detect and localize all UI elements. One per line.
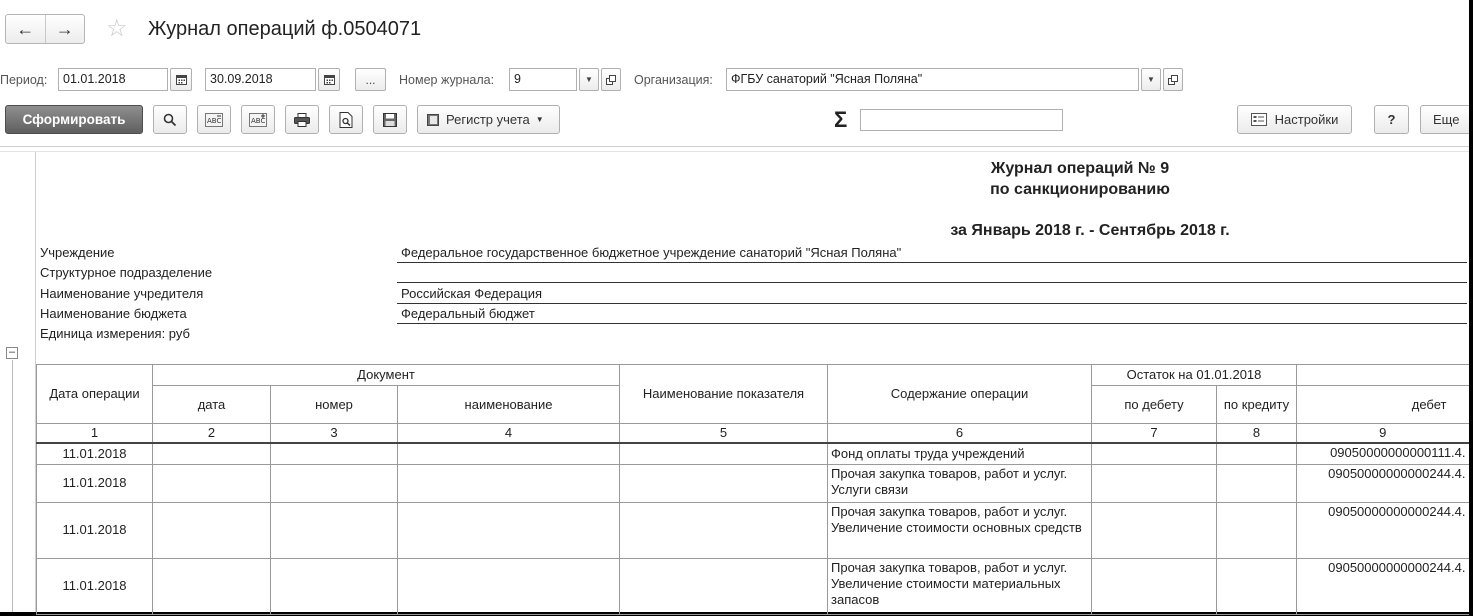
abc-expand-icon	[249, 113, 267, 127]
abc-collapse-icon	[205, 113, 223, 127]
print-button[interactable]	[285, 105, 319, 134]
svg-text:ABC: ABC	[207, 116, 222, 125]
table-row[interactable]	[37, 502, 1469, 558]
col-number: 8	[1217, 424, 1297, 444]
row-content: Фонд оплаты труда учреждений	[828, 443, 1092, 464]
group-bracket-line	[12, 360, 13, 612]
row-doc-number	[271, 502, 398, 558]
row-balance-credit	[1217, 558, 1297, 614]
table-row[interactable]	[37, 464, 1469, 502]
col-number: 2	[153, 424, 271, 444]
more-button[interactable]: Еще	[1420, 105, 1469, 134]
col-header-document: Документ	[153, 365, 620, 386]
forward-button[interactable]	[45, 15, 85, 43]
date-from-input[interactable]: 01.01.2018	[58, 68, 168, 91]
row-balance-debit	[1092, 464, 1217, 502]
institution-underline	[397, 262, 1467, 263]
print-preview-icon	[339, 112, 353, 128]
row-indicator	[620, 443, 828, 464]
settings-label: Настройки	[1274, 112, 1339, 127]
row-balance-debit	[1092, 558, 1217, 614]
svg-text:ABC: ABC	[251, 116, 266, 125]
open-window-icon	[1168, 75, 1178, 85]
chevron-down-icon: ▼	[585, 75, 593, 84]
journal-dropdown-button[interactable]	[579, 68, 599, 91]
col-number: 7	[1092, 424, 1217, 444]
journal-number-input[interactable]: 9	[509, 68, 577, 91]
col-number: 6	[828, 424, 1092, 444]
window-frame-right	[1469, 0, 1473, 616]
row-doc-name	[398, 443, 620, 464]
calendar-icon	[324, 74, 335, 85]
register-menu-label: Регистр учета	[446, 112, 530, 127]
col-header-date-op: Дата операции	[37, 365, 153, 424]
col-header-doc-number: номер	[271, 386, 398, 424]
back-button[interactable]	[6, 15, 45, 43]
report-top-border	[0, 151, 1469, 152]
chevron-down-icon: ▼	[535, 115, 544, 124]
row-debit: 09050000000000244.4.	[1297, 502, 1469, 558]
col-header-doc-name: наименование	[398, 386, 620, 424]
toolbar-divider	[0, 146, 1469, 147]
journal-open-button[interactable]	[601, 68, 621, 91]
search-button[interactable]	[153, 105, 187, 134]
division-label: Структурное подразделение	[40, 265, 213, 280]
row-date: 11.01.2018	[37, 502, 153, 558]
row-content: Прочая закупка товаров, работ и услуг. Увеличение стоимости материальных запасов	[828, 558, 1092, 614]
row-debit: 09050000000000244.4.	[1297, 558, 1469, 614]
navigation-group	[5, 14, 85, 44]
expand-groups-button[interactable]	[241, 105, 275, 134]
open-window-icon	[606, 75, 616, 85]
printer-icon	[294, 113, 310, 127]
budget-underline	[397, 323, 1467, 324]
row-doc-name	[398, 464, 620, 502]
row-doc-date	[153, 464, 271, 502]
division-underline	[397, 282, 1467, 283]
row-date: 11.01.2018	[37, 558, 153, 614]
row-debit: 09050000000000111.4.	[1297, 443, 1469, 464]
favorite-star-icon[interactable]: ☆	[106, 15, 128, 42]
row-indicator	[620, 502, 828, 558]
row-content: Прочая закупка товаров, работ и услуг. Увеличение стоимости основных средств	[828, 502, 1092, 558]
organization-input[interactable]: ФГБУ санаторий "Ясная Поляна"	[726, 68, 1139, 91]
unit-label: Единица измерения: руб	[40, 326, 190, 341]
generate-report-button[interactable]: Сформировать	[5, 105, 143, 134]
collapse-group-icon[interactable]: –	[6, 347, 18, 359]
date-to-input[interactable]: 30.09.2018	[205, 68, 316, 91]
institution-value: Федеральное государственное бюджетное учреждение санаторий "Ясная Поляна"	[401, 245, 902, 260]
journal-number-label: Номер журнала:	[399, 73, 495, 87]
col-header-doc-date: дата	[153, 386, 271, 424]
period-label: Период:	[0, 73, 48, 87]
organization-dropdown-button[interactable]	[1141, 68, 1161, 91]
founder-underline	[397, 303, 1467, 304]
organization-open-button[interactable]	[1163, 68, 1183, 91]
row-balance-debit	[1092, 502, 1217, 558]
col-header-balance: Остаток на 01.01.2018	[1092, 365, 1297, 386]
budget-label: Наименование бюджета	[40, 306, 187, 321]
row-indicator	[620, 558, 828, 614]
col-number: 4	[398, 424, 620, 444]
row-balance-credit	[1217, 464, 1297, 502]
row-date: 11.01.2018	[37, 464, 153, 502]
table-row[interactable]	[37, 558, 1469, 614]
row-doc-number	[271, 464, 398, 502]
row-balance-credit	[1217, 502, 1297, 558]
arrow-left-icon: ←	[16, 18, 35, 39]
report-period: за Январь 2018 г. - Сентябрь 2018 г.	[950, 222, 1230, 239]
row-doc-name	[398, 558, 620, 614]
arrow-right-icon: →	[55, 18, 74, 39]
col-number: 1	[37, 424, 153, 444]
col-header-by-debit: по дебету	[1092, 386, 1217, 424]
row-doc-date	[153, 443, 271, 464]
page-title: Журнал операций ф.0504071	[148, 18, 422, 40]
row-date: 11.01.2018	[37, 443, 153, 464]
row-indicator	[620, 464, 828, 502]
period-select-button[interactable]: ...	[355, 68, 386, 91]
founder-value: Российская Федерация	[401, 286, 543, 301]
operations-table	[36, 364, 1469, 615]
row-content: Прочая закупка товаров, работ и услуг. Услуги связи	[828, 464, 1092, 502]
col-header-indicator: Наименование показателя	[620, 365, 828, 424]
settings-button[interactable]	[1237, 105, 1352, 134]
chevron-down-icon: ▼	[1147, 75, 1155, 84]
table-header-row	[37, 365, 1469, 386]
row-balance-credit	[1217, 443, 1297, 464]
col-header-content: Содержание операции	[828, 365, 1092, 424]
calendar-from-button[interactable]	[170, 68, 192, 91]
sum-field[interactable]	[860, 109, 1063, 131]
column-numbers-row	[37, 424, 1469, 444]
save-button[interactable]	[373, 105, 407, 134]
floppy-disk-icon	[383, 113, 397, 127]
preview-button[interactable]	[329, 105, 363, 134]
col-number: 9	[1297, 424, 1469, 444]
search-icon	[163, 113, 177, 127]
calendar-to-button[interactable]	[318, 68, 340, 91]
row-debit: 09050000000000244.4.	[1297, 464, 1469, 502]
row-balance-debit	[1092, 443, 1217, 464]
collapse-groups-button[interactable]	[197, 105, 231, 134]
founder-label: Наименование учредителя	[40, 286, 204, 301]
form-header	[0, 0, 1469, 58]
row-doc-name	[398, 502, 620, 558]
organization-label: Организация:	[634, 73, 713, 87]
row-doc-date	[153, 558, 271, 614]
col-header-turnover	[1297, 365, 1469, 386]
budget-value: Федеральный бюджет	[401, 306, 535, 321]
register-menu-button[interactable]	[417, 105, 560, 134]
row-doc-date	[153, 502, 271, 558]
col-header-by-credit: по кредиту	[1217, 386, 1297, 424]
col-number: 3	[271, 424, 398, 444]
calendar-icon	[176, 74, 187, 85]
col-number: 5	[620, 424, 828, 444]
institution-label: Учреждение	[40, 245, 115, 260]
help-button[interactable]: ?	[1374, 105, 1409, 134]
col-header-debit: дебет	[1297, 386, 1469, 424]
settings-list-icon	[1251, 113, 1267, 126]
report-title: Журнал операций № 9	[990, 160, 1170, 177]
register-book-icon	[426, 113, 440, 127]
row-doc-number	[271, 558, 398, 614]
row-doc-number	[271, 443, 398, 464]
report-subtitle: по санкционированию	[990, 181, 1170, 198]
sum-icon: Σ	[834, 107, 848, 132]
table-row[interactable]	[37, 443, 1469, 464]
